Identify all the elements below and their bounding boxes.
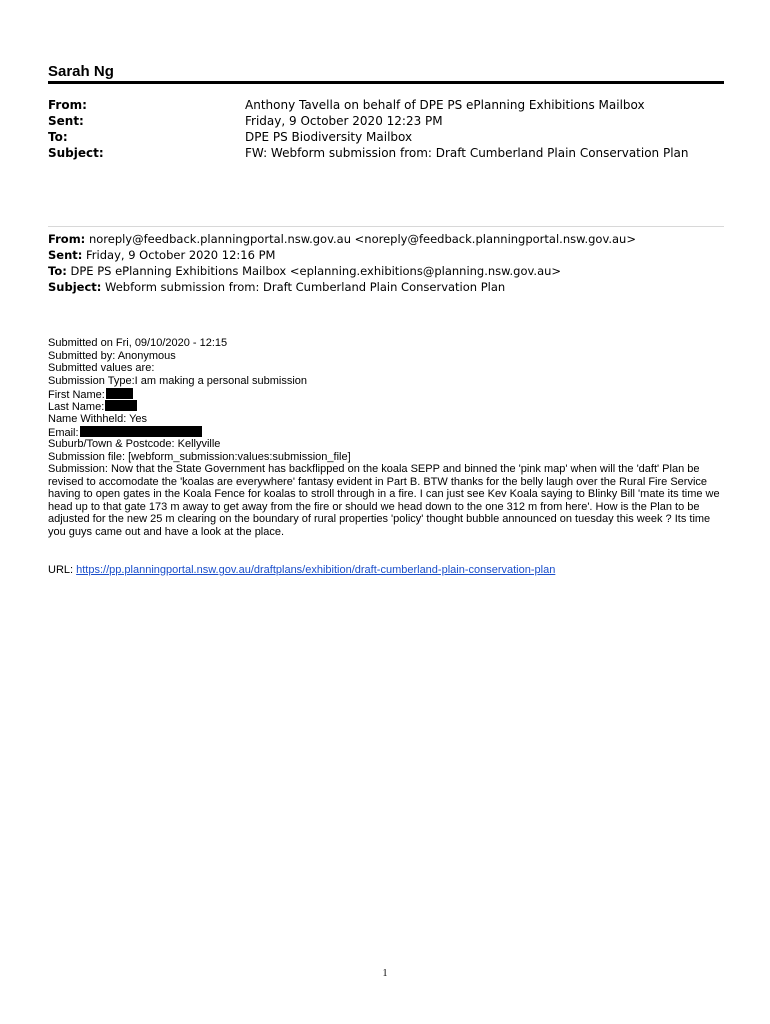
submission-paragraph: Submission: Now that the State Government has backflipped on the koala SEPP and binned the 'pink map' when will the 'daft' Plan be revised to accomodate the 'koalas are everywhere' fantasy evident in Part B. BTW thanks for the belly laugh over the Rural Fire Service having to open gates in the Koala Fence for koalas to stroll through in a fire. I can just see Kev Koala saying to Blinky Bill 'mate its time we head up to that gate 173 m away to get away from the fire or should we head down to the one 312 m from here'. How is the Plan to be adjusted for the new 25 m clearing on the boundary of rural properties 'policy' thought bubble announced on tuesday this week ? Its time you guys came out and have a look at the place. <box>48 463 720 538</box>
url-label: URL: <box>48 564 74 576</box>
header-sent-row <box>48 113 724 129</box>
sent-value: Friday, 9 October 2020 12:23 PM <box>245 114 443 128</box>
from-value: Anthony Tavella on behalf of DPE PS ePlanning Exhibitions Mailbox <box>245 98 645 112</box>
forwarded-subject-value: Webform submission from: Draft Cumberland Plain Conservation Plan <box>105 280 506 294</box>
forwarded-to-value: DPE PS ePlanning Exhibitions Mailbox <eplanning.exhibitions@planning.nsw.gov.au> <box>70 264 562 278</box>
suburb-line: Suburb/Town & Postcode: Kellyville <box>48 438 221 450</box>
submitted-on-line: Submitted on Fri, 09/10/2020 - 12:15 <box>48 337 228 349</box>
forwarded-divider <box>48 226 724 227</box>
forwarded-sent-label: Sent: <box>48 248 83 262</box>
forwarded-from-value: noreply@feedback.planningportal.nsw.gov.au <noreply@feedback.planningportal.nsw.gov.au> <box>88 232 636 246</box>
last-name-label: Last Name: <box>48 401 105 413</box>
url-line <box>48 564 555 577</box>
submission-type-line: Submission Type:I am making a personal submission <box>48 375 308 387</box>
forwarded-from-label: From: <box>48 232 86 246</box>
header-divider <box>48 81 724 84</box>
forwarded-from-row <box>48 231 738 247</box>
forwarded-sent-row <box>48 247 738 263</box>
subject-value: FW: Webform submission from: Draft Cumberland Plain Conservation Plan <box>245 146 689 160</box>
submission-url-link[interactable]: https://pp.planningportal.nsw.gov.au/draftplans/exhibition/draft-cumberland-plain-conservation-plan <box>76 564 556 576</box>
submission-file-line: Submission file: [webform_submission:values:submission_file] <box>48 451 351 463</box>
forwarded-to-row <box>48 263 738 279</box>
header-subject-row <box>48 145 724 161</box>
first-name-redaction <box>106 388 133 399</box>
forwarded-sent-value: Friday, 9 October 2020 12:16 PM <box>86 248 276 262</box>
first-name-label: First Name: <box>48 389 105 401</box>
last-name-redaction <box>105 400 137 411</box>
last-name-line <box>48 400 738 414</box>
submitted-by-line: Submitted by: Anonymous <box>48 350 176 362</box>
forwarded-subject-row <box>48 279 738 295</box>
forwarded-to-label: To: <box>48 264 67 278</box>
sent-label: Sent: <box>48 114 84 128</box>
email-redaction <box>80 426 202 437</box>
forwarded-subject-label: Subject: <box>48 280 102 294</box>
mailbox-owner-name: Sarah Ng <box>48 63 114 80</box>
from-label: From: <box>48 98 87 112</box>
header-from-row <box>48 97 724 113</box>
to-value: DPE PS Biodiversity Mailbox <box>245 130 413 144</box>
subject-label: Subject: <box>48 146 104 160</box>
values-intro-line: Submitted values are: <box>48 362 155 374</box>
name-withheld-line: Name Withheld: Yes <box>48 413 148 425</box>
header-to-row <box>48 129 724 145</box>
to-label: To: <box>48 130 68 144</box>
page-number: 1 <box>382 968 388 979</box>
email-label: Email: <box>48 427 79 439</box>
